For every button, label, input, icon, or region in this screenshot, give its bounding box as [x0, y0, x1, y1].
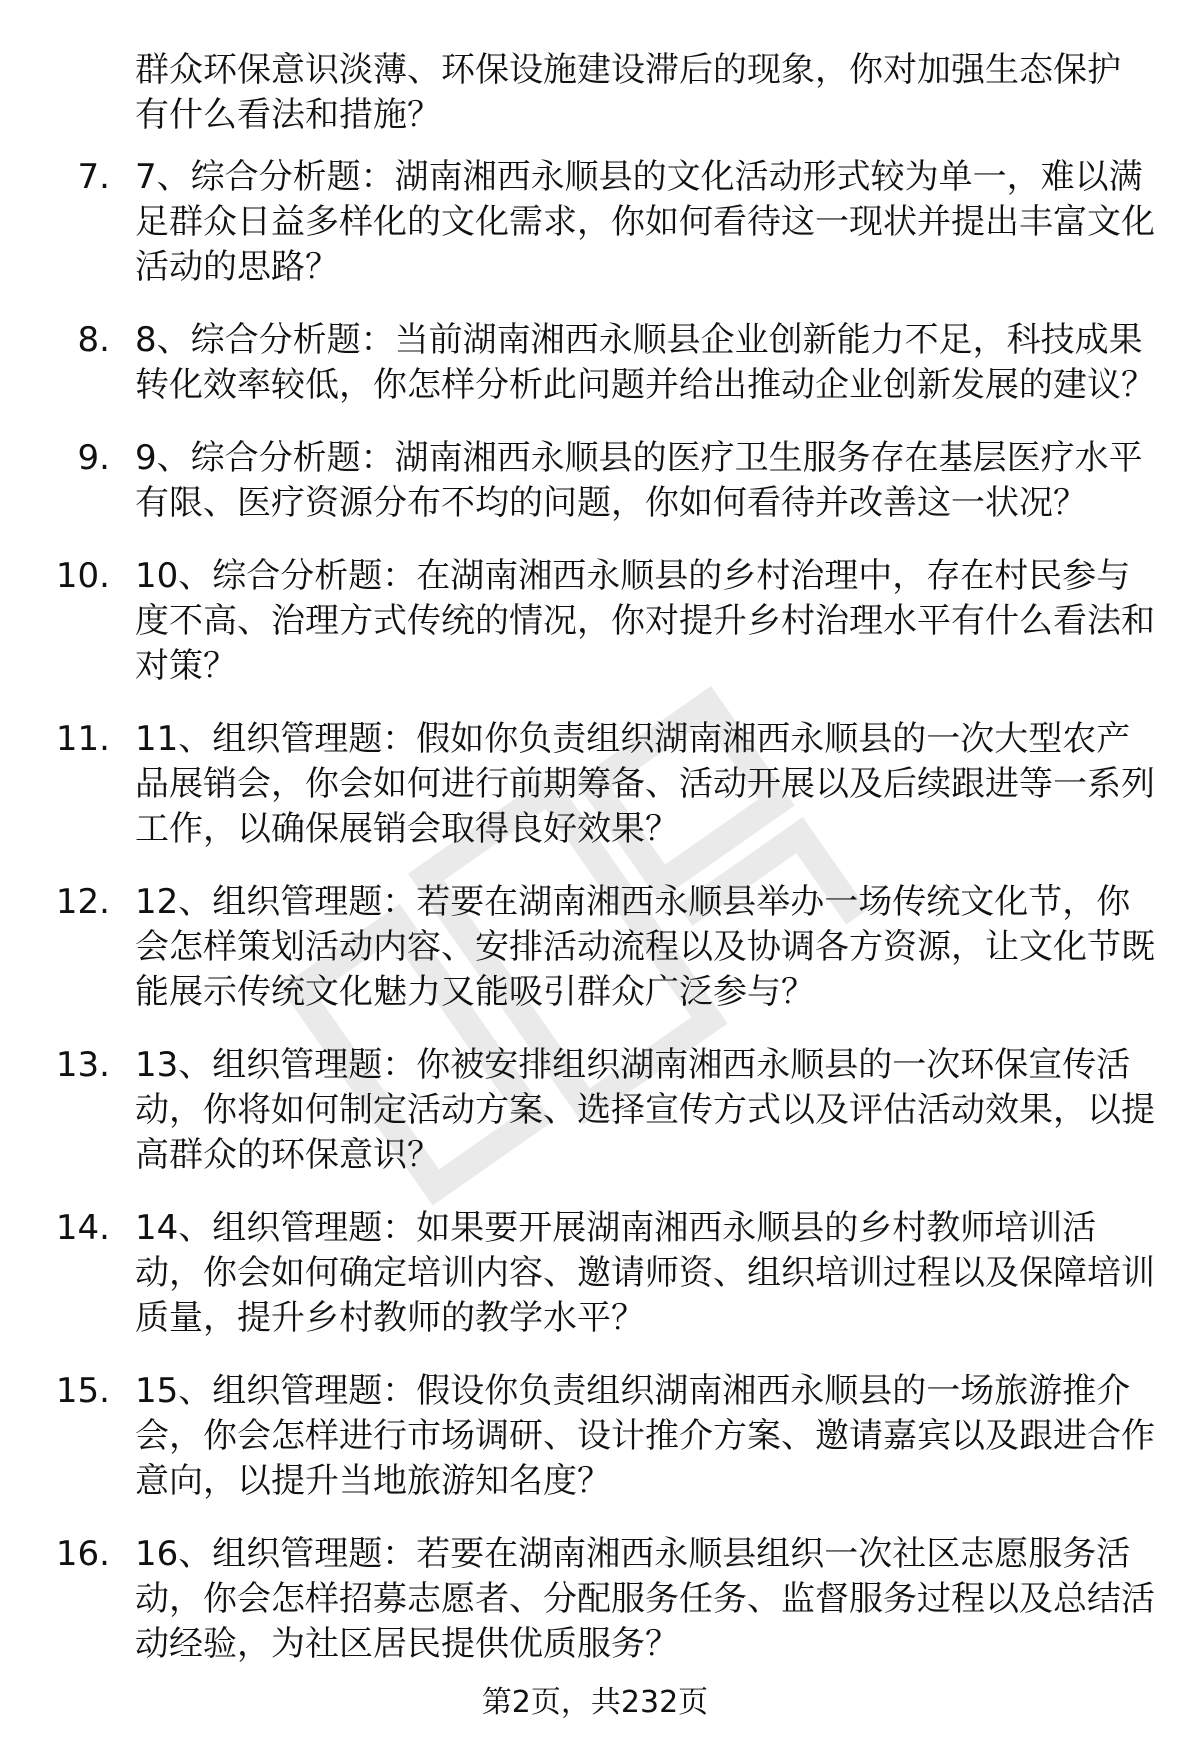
question-number: 15. [55, 1371, 110, 1411]
list-item [0, 318, 1190, 408]
list-item [0, 1206, 1190, 1341]
list-item [0, 436, 1190, 526]
question-number: 7. [77, 157, 110, 197]
question-text: 10、综合分析题：在湖南湘西永顺县的乡村治理中，存在村民参与度不高、治理方式传统的情况，你对提升乡村治理水平有什么看法和对策？ [135, 556, 1155, 686]
list-item [0, 880, 1190, 1015]
question-text: 14、组织管理题：如果要开展湖南湘西永顺县的乡村教师培训活动，你会如何确定培训内容、邀请师资、组织培训过程以及保障培训质量，提升乡村教师的教学水平？ [135, 1208, 1155, 1338]
question-text: 12、组织管理题：若要在湖南湘西永顺县举办一场传统文化节，你会怎样策划活动内容、安排活动流程以及协调各方资源，让文化节既能展示传统文化魅力又能吸引群众广泛参与？ [135, 882, 1155, 1012]
list-item [0, 554, 1190, 689]
list-item [0, 155, 1190, 290]
question-number: 9. [77, 438, 110, 478]
question-number: 14. [55, 1208, 110, 1248]
page-footer: 第2页，共232页 [481, 1685, 709, 1720]
list-item [0, 1532, 1190, 1667]
question-number: 10. [55, 556, 110, 596]
question-text: 16、组织管理题：若要在湖南湘西永顺县组织一次社区志愿服务活动，你会怎样招募志愿者、分配服务任务、监督服务过程以及总结活动经验，为社区居民提供优质服务？ [135, 1534, 1155, 1664]
list-item [0, 1043, 1190, 1178]
question-number: 12. [55, 882, 110, 922]
question-text: 15、组织管理题：假设你负责组织湖南湘西永顺县的一场旅游推介会，你会怎样进行市场调研、设计推介方案、邀请嘉宾以及跟进合作意向，以提升当地旅游知名度？ [135, 1371, 1155, 1501]
question-number: 11. [55, 719, 110, 759]
list-item [0, 1369, 1190, 1504]
question-text: 13、组织管理题：你被安排组织湖南湘西永顺县的一次环保宣传活动，你将如何制定活动方案、选择宣传方式以及评估活动效果，以提高群众的环保意识？ [135, 1045, 1155, 1175]
question-number: 8. [77, 320, 110, 360]
list-item [0, 717, 1190, 852]
question-text: 7、综合分析题：湖南湘西永顺县的文化活动形式较为单一，难以满足群众日益多样化的文化需求，你如何看待这一现状并提出丰富文化活动的思路？ [135, 157, 1155, 287]
continuation-text: 群众环保意识淡薄、环保设施建设滞后的现象，你对加强生态保护有什么看法和措施？ [135, 50, 1121, 135]
question-text: 9、综合分析题：湖南湘西永顺县的医疗卫生服务存在基层医疗水平有限、医疗资源分布不均的问题，你如何看待并改善这一状况？ [135, 438, 1143, 523]
question-list [0, 155, 1190, 1695]
question-number: 13. [55, 1045, 110, 1085]
question-number: 16. [55, 1534, 110, 1574]
question-text: 8、综合分析题：当前湖南湘西永顺县企业创新能力不足，科技成果转化效率较低，你怎样分析此问题并给出推动企业创新发展的建议？ [135, 320, 1155, 405]
question-text: 11、组织管理题：假如你负责组织湖南湘西永顺县的一次大型农产品展销会，你会如何进行前期筹备、活动开展以及后续跟进等一系列工作，以确保展销会取得良好效果？ [135, 719, 1155, 849]
